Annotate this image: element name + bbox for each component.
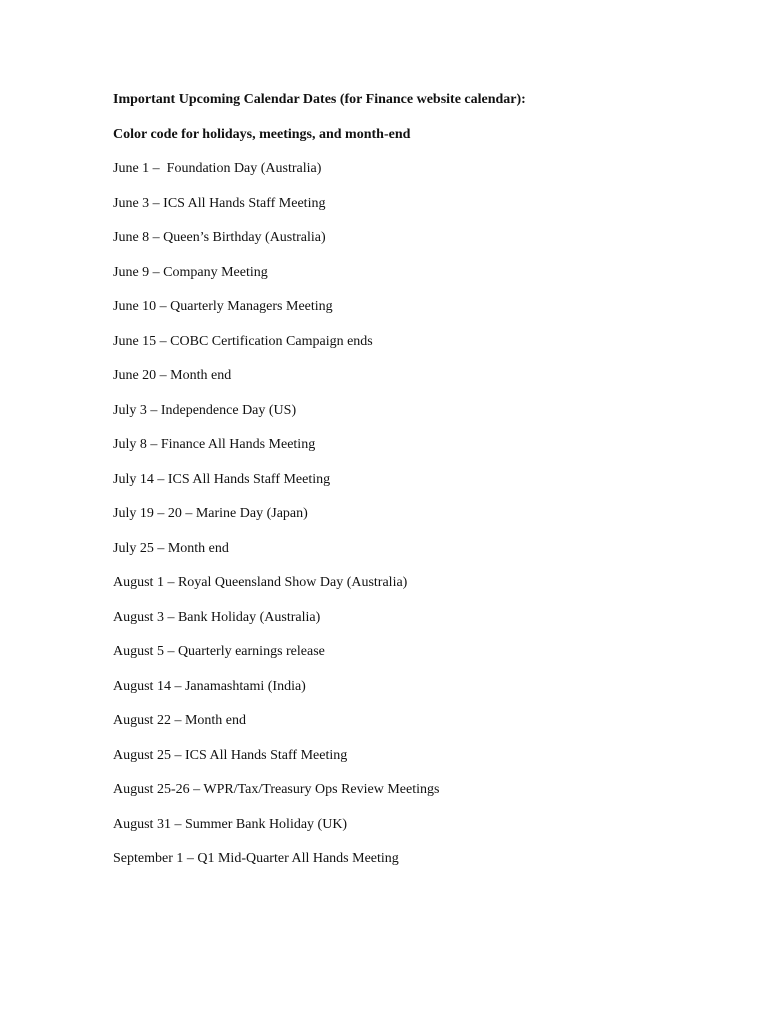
calendar-entry: June 8 – Queen’s Birthday (Australia) (113, 230, 326, 245)
calendar-entry: June 10 – Quarterly Managers Meeting (113, 299, 333, 314)
calendar-entries-list (113, 159, 733, 869)
calendar-entry: July 19 – 20 – Marine Day (Japan) (113, 506, 308, 521)
calendar-entry: June 15 – COBC Certification Campaign ends (113, 333, 373, 349)
calendar-entry: July 8 – Finance All Hands Meeting (113, 437, 316, 452)
calendar-entry: July 3 – Independence Day (US) (113, 402, 297, 418)
calendar-entry: July 25 – Month end (113, 540, 229, 556)
calendar-entry: June 20 – Month end (113, 368, 232, 383)
calendar-entry: August 22 – Month end (113, 713, 246, 728)
calendar-entry: September 1 – Q1 Mid-Quarter All Hands Meeting (113, 851, 399, 866)
calendar-entry: August 25 – ICS All Hands Staff Meeting (113, 747, 348, 763)
calendar-entry: June 1 – Foundation Day (Australia) (113, 161, 322, 176)
document-page (113, 90, 733, 884)
calendar-entry: August 14 – Janamashtami (India) (113, 678, 306, 694)
calendar-entry: July 14 – ICS All Hands Staff Meeting (113, 471, 331, 487)
document-title: Important Upcoming Calendar Dates (for Finance website calendar): (113, 92, 526, 107)
calendar-entry: June 9 – Company Meeting (113, 264, 268, 280)
calendar-entry: August 1 – Royal Queensland Show Day (Australia) (113, 575, 408, 590)
document-subtitle: Color code for holidays, meetings, and month-end (113, 126, 411, 142)
calendar-entry: August 25-26 – WPR/Tax/Treasury Ops Review Meetings (113, 782, 440, 797)
calendar-entry: August 31 – Summer Bank Holiday (UK) (113, 816, 348, 832)
calendar-entry: June 3 – ICS All Hands Staff Meeting (113, 195, 326, 211)
calendar-entry: August 3 – Bank Holiday (Australia) (113, 609, 321, 625)
calendar-entry: August 5 – Quarterly earnings release (113, 644, 325, 659)
